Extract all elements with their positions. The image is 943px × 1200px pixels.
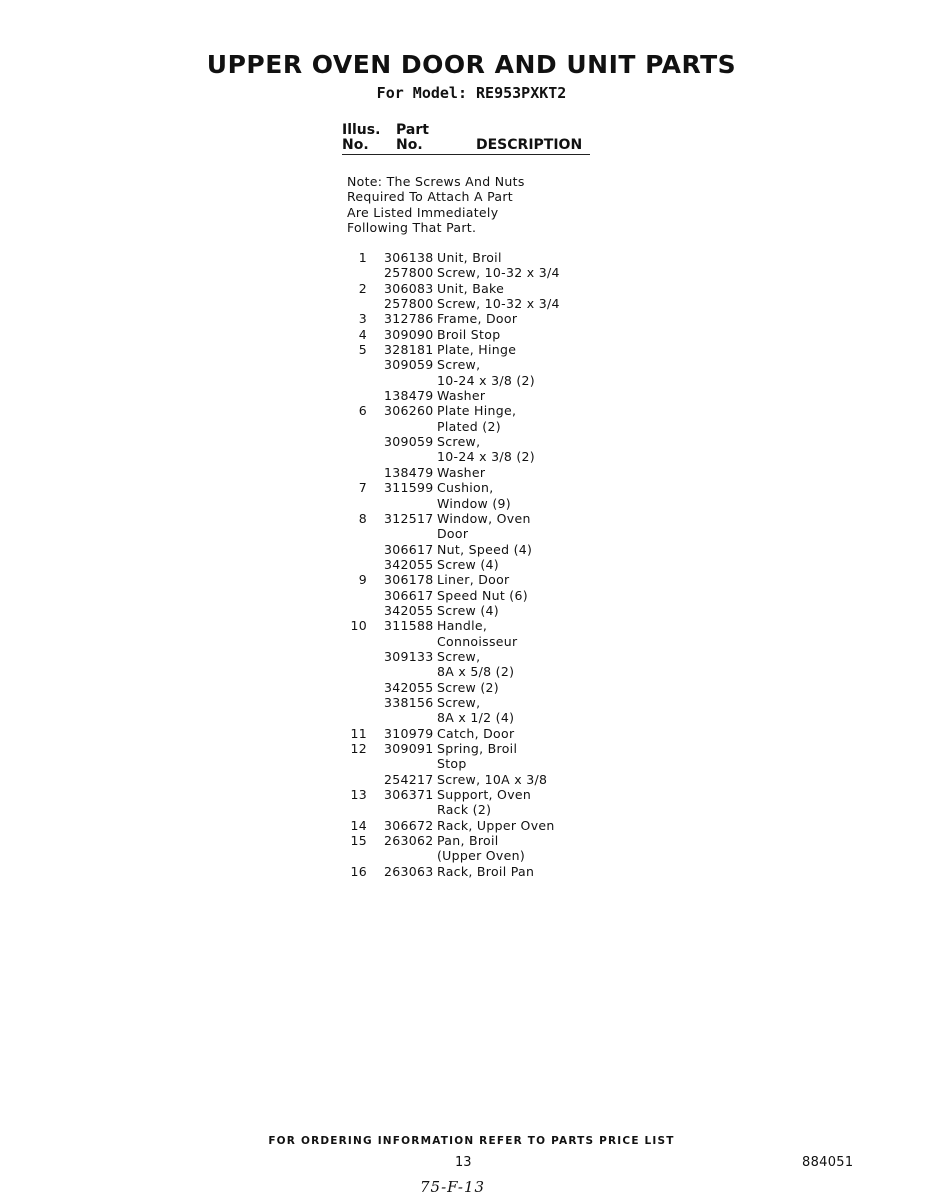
part-description [437,357,660,388]
part-number: 138479 [384,464,434,480]
note-block [347,174,567,236]
description-line: Frame, Door [437,311,518,327]
part-description [437,250,660,265]
part-description [437,772,660,787]
illus-number: 10 [350,618,367,634]
page-number: 13 [455,1155,472,1170]
description-line: Liner, Door [437,572,510,588]
part-number: 311588 [384,618,434,634]
table-row [340,787,660,818]
part-number: 138479 [384,388,434,404]
part-number: 306138 [384,250,434,265]
description-line: 8A x 5/8 (2) [437,664,515,680]
header-rule [342,154,590,155]
description-line: Support, Oven [437,787,532,803]
description-line: Speed Nut (6) [437,587,528,603]
page-title: UPPER OVEN DOOR AND UNIT PARTS [206,50,737,79]
description-line: Window (9) [437,495,511,511]
part-number: 312786 [384,311,434,327]
description-line: Cushion, [437,480,494,496]
part-description [437,480,660,511]
table-row [340,588,660,603]
part-number: 309059 [384,357,434,373]
header-part-label: Part [396,122,429,138]
description-line: Screw (2) [437,679,499,695]
part-description [437,403,660,434]
header-description-label: DESCRIPTION [476,137,583,153]
part-description [437,542,660,557]
table-row [340,311,660,326]
part-number: 338156 [384,694,434,710]
part-description [437,680,660,695]
description-line: Unit, Broil [437,250,502,265]
description-line: Screw (4) [437,602,499,618]
table-row [340,327,660,342]
description-line: Screw (4) [437,556,499,572]
description-line: Screw, [437,357,481,373]
table-row [340,342,660,357]
table-row [340,572,660,587]
note-line: Note: The Screws And Nuts [347,174,525,189]
part-number: 342055 [384,602,434,618]
description-line: Screw, 10-32 x 3/4 [437,296,560,312]
table-row [340,772,660,787]
part-number: 311599 [384,480,434,496]
table-row [340,864,660,879]
table-row [340,296,660,311]
table-row [340,741,660,772]
header-illus-label: Illus. [342,122,381,138]
table-row [340,357,660,388]
part-number: 306083 [384,280,434,296]
part-description [437,787,660,818]
description-line: Washer [437,388,486,404]
description-line: Plated (2) [437,418,501,434]
header-illus-no-label: No. [342,137,369,153]
note-line: Are Listed Immediately [347,204,499,220]
part-number: 309059 [384,434,434,450]
description-line: Screw, [437,648,481,664]
description-line: 10-24 x 3/8 (2) [437,372,535,388]
description-line: Plate, Hinge [437,342,517,358]
description-line: Rack (2) [437,802,492,818]
part-description [437,265,660,280]
description-line: Window, Oven [437,510,531,526]
illus-number: 1 [358,250,367,265]
part-description [437,572,660,587]
part-description [437,296,660,311]
table-row [340,480,660,511]
table-row [340,403,660,434]
part-description [437,588,660,603]
part-number: 306178 [384,572,434,588]
description-line: Spring, Broil [437,741,518,756]
part-number: 312517 [384,510,434,526]
part-number: 306371 [384,787,434,803]
table-row [340,618,660,649]
illus-number: 6 [358,403,367,419]
part-description [437,327,660,342]
description-line: Screw, 10-32 x 3/4 [437,265,560,281]
description-line: 8A x 1/2 (4) [437,710,515,726]
description-line: Handle, [437,618,488,634]
illus-number: 5 [358,342,367,358]
part-number: 254217 [384,771,434,787]
ordering-info: FOR ORDERING INFORMATION REFER TO PARTS PRICE LIST [268,1135,675,1147]
table-row [340,388,660,403]
illus-number: 14 [350,817,367,833]
description-line: Rack, Broil Pan [437,863,535,879]
part-number: 309133 [384,648,434,664]
description-line: Rack, Upper Oven [437,817,555,833]
part-number: 342055 [384,556,434,572]
part-description [437,741,660,772]
part-number: 263062 [384,833,434,849]
description-line: Nut, Speed (4) [437,541,533,557]
illus-number: 11 [350,725,367,741]
illus-number: 7 [358,480,367,496]
illus-number: 3 [358,311,367,327]
part-number: 309091 [384,741,434,756]
illus-number: 15 [350,833,367,849]
part-number: 306260 [384,403,434,419]
model-subtitle: For Model: RE953PXKT2 [376,84,567,102]
table-row [340,557,660,572]
note-line: Required To Attach A Part [347,189,514,205]
part-number: 257800 [384,296,434,312]
note-line: Following That Part. [347,220,477,236]
part-description [437,557,660,572]
illus-number: 2 [358,280,367,296]
part-description [437,465,660,480]
description-line: Connoisseur [437,633,518,649]
part-description [437,311,660,326]
parts-list [340,250,660,879]
table-row [340,265,660,280]
illus-number: 16 [350,863,367,879]
part-number: 263063 [384,863,434,879]
header-part-no-label: No. [396,137,423,153]
table-row [340,465,660,480]
illus-number: 13 [350,787,367,803]
table-row [340,726,660,741]
description-line: Screw, [437,434,481,450]
description-line: Screw, [437,694,481,710]
description-line: (Upper Oven) [437,848,526,864]
part-description [437,864,660,879]
table-row [340,603,660,618]
handwritten-note: 75-F-13 [420,1178,486,1196]
part-description [437,818,660,833]
part-description [437,726,660,741]
part-description [437,511,660,542]
part-description [437,434,660,465]
table-row [340,833,660,864]
table-row [340,680,660,695]
description-line: Washer [437,464,486,480]
part-number: 306672 [384,817,434,833]
illus-number: 8 [358,510,367,526]
description-line: Plate Hinge, [437,403,517,419]
description-line: Pan, Broil [437,833,499,849]
illus-number: 4 [358,326,367,342]
illus-number: 12 [350,741,367,756]
part-description [437,342,660,357]
table-row [340,542,660,557]
part-number: 257800 [384,265,434,281]
part-number: 310979 [384,725,434,741]
part-description [437,388,660,403]
description-line: Door [437,526,469,542]
description-line: Screw, 10A x 3/8 [437,771,548,787]
part-description [437,618,660,649]
part-number: 309090 [384,326,434,342]
table-row [340,649,660,680]
description-line: Stop [437,756,467,772]
table-row [340,511,660,542]
part-description [437,695,660,726]
part-description [437,649,660,680]
part-number: 306617 [384,541,434,557]
description-line: Unit, Bake [437,280,505,296]
table-row [340,250,660,265]
part-description [437,833,660,864]
description-line: Broil Stop [437,326,501,342]
table-row [340,818,660,833]
part-description [437,281,660,296]
illus-number: 9 [358,572,367,588]
description-line: 10-24 x 3/8 (2) [437,449,535,465]
table-row [340,281,660,296]
table-row [340,434,660,465]
part-number: 306617 [384,587,434,603]
part-number: 342055 [384,679,434,695]
description-line: Catch, Door [437,725,515,741]
document-number: 884051 [802,1155,854,1170]
part-number: 328181 [384,342,434,358]
table-row [340,695,660,726]
part-description [437,603,660,618]
